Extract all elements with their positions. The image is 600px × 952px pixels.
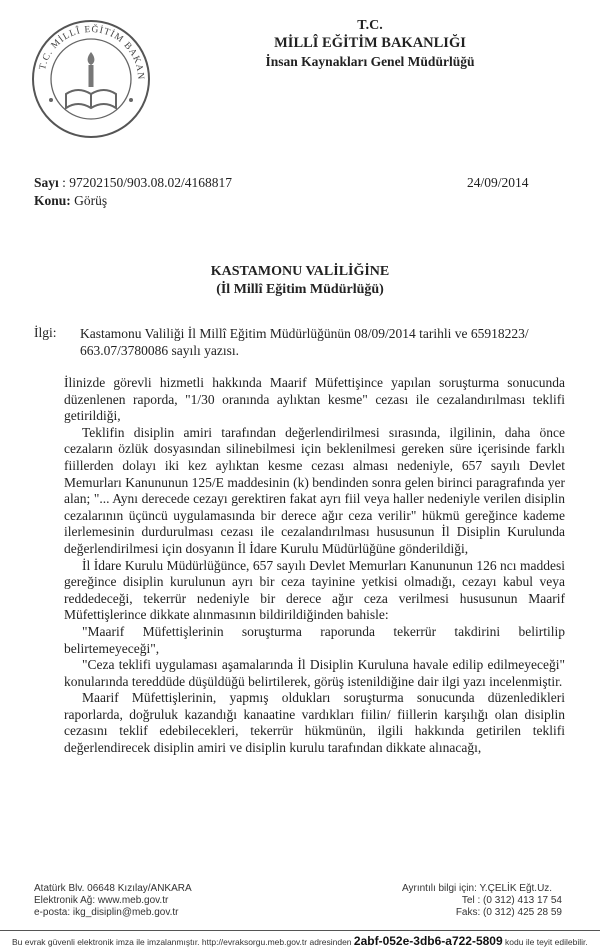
sayi-label: Sayı — [34, 175, 59, 190]
verification-line — [12, 934, 596, 948]
header-tc: T.C. — [357, 18, 383, 33]
addressee-subtitle: (İl Millî Eğitim Müdürlüğü) — [216, 282, 384, 297]
sayi-value: : 97202150/903.08.02/4168817 — [62, 175, 233, 190]
subject — [34, 193, 107, 209]
body-paragraph: Maarif Müfettişlerinin, yapmış oldukları soruşturma sonucunda düzenledikleri raporlarda, doğruluk kazandığı kanaatine vardıkları fiilin/ fiillerin karşılığı olan disiplin cezasını teklif edebilecekleri, tekerrür hükmünün, ilgili hakkında getirilen teklifi değerlendirecek disiplin amiri ve disiplin kurulu tarafından dikkate alınacağı, — [64, 690, 565, 756]
footer-contact-block — [402, 883, 562, 919]
footer-address: Atatürk Blv. 06648 Kızılay/ANKARA — [34, 883, 192, 894]
body-paragraph: İl İdare Kurulu Müdürlüğünce, 657 sayılı Devlet Memurları Kanununun 126 ncı maddesi gereğince disiplin kurulunun ayrı bir ceza tayinine yetkisi olmadığı, cezayı kabul veya reddedeceği, tekerrür nedeniyle bir derece ağır ceza verilmesi hususunun Maarif Müfettişlerince dikkate alınmasının bildirildiğinden bahisle: — [64, 557, 565, 623]
footer-fax: Faks: (0 312) 425 28 59 — [455, 907, 562, 918]
body-paragraph: "Ceza teklifi uygulaması aşamalarında İl Disiplin Kuruluna havale edilip edilmeyeceği" konularında tereddüde düşüldüğü belirtilerek, görüş istenildiğine dair ilgi yazı incelenmiştir. — [64, 657, 565, 689]
footer-divider — [0, 930, 600, 931]
ilgi-text: Kastamonu Valiliği İl Millî Eğitim Müdürlüğünün 08/09/2014 tarihli ve 65918223/ 663.07/3780086 sayılı yazısı. — [80, 326, 529, 358]
document-date: 24/09/2014 — [467, 175, 529, 190]
ministry-seal-logo — [30, 18, 152, 140]
footer-contact: Ayrıntılı bilgi için: Y.ÇELİK Eğt.Uz. — [402, 883, 553, 894]
verification-suffix: kodu ile teyit edilebilir. — [505, 937, 588, 947]
body-paragraph: Teklifin disiplin amiri tarafından değerlendirilmesi sırasında, ilgilinin, daha önce cezaların özlük dosyasından silinebilmesi için beklenilmesi gereken süre içerisinde farklı fiillerden dolayı iki kez aylıktan kesme cezası alması nedeniyle, 657 sayılı Devlet Memurları Kanununun 125/E maddesinin (k) bendinden sonra gelen birinci paragrafında yer alan; "... Aynı derecede cezayı gerektiren fakat ayrı fiil veya haller nedeniyle verilen disiplin cezalarının üçüncü uygulamasında bir derece ağır ceza verilir" hükmü gereğince kademe ilerlemesinin durdurulması cezası ile cezalandırılması hususunun İl Disiplin Kurulunda değerlendirilmesi için dosyanın İl İdare Kurulu Müdürlüğüne gönderildiği, — [64, 424, 565, 556]
svg-text:T.C. MİLLÎ EĞİTİM BAKANLIĞI: T.C. MİLLÎ EĞİTİM BAKAN — [37, 24, 146, 81]
footer-email: e-posta: ikg_disiplin@meb.gov.tr — [34, 907, 179, 918]
ilgi-label: İlgi: — [34, 325, 57, 340]
body-paragraph: "Maarif Müfettişlerinin soruşturma raporunda tekerrür takdirini belirtilip belirtemeyeceği", — [64, 623, 565, 656]
konu-value: Görüş — [74, 193, 108, 208]
konu-label: Konu: — [34, 193, 71, 208]
header-department: İnsan Kaynakları Genel Müdürlüğü — [265, 54, 475, 69]
footer-address-block — [34, 883, 192, 919]
reference-number — [34, 175, 232, 191]
body-paragraph: İlinizde görevli hizmetli hakkında Maarif Müfettişince yapılan soruşturma sonucunda düzenlenen raporda, "1/30 oranında aylıktan kesme" cezası ile cezalandırılması teklifi getirildiği, — [64, 375, 565, 424]
footer-tel: Tel : (0 312) 413 17 54 — [461, 895, 562, 906]
letter-body — [64, 375, 565, 757]
verification-prefix: Bu evrak güvenli elektronik imza ile imzalanmıştır. http://evraksorgu.meb.gov.tr adresinden — [12, 937, 352, 947]
footer-web: Elektronik Ağ: www.meb.gov.tr — [34, 895, 169, 906]
addressee-title: KASTAMONU VALİLİĞİNE — [210, 264, 390, 279]
header-ministry: MİLLÎ EĞİTİM BAKANLIĞI — [274, 35, 466, 51]
verification-code: 2abf-052e-3db6-a722-5809 — [353, 934, 503, 948]
